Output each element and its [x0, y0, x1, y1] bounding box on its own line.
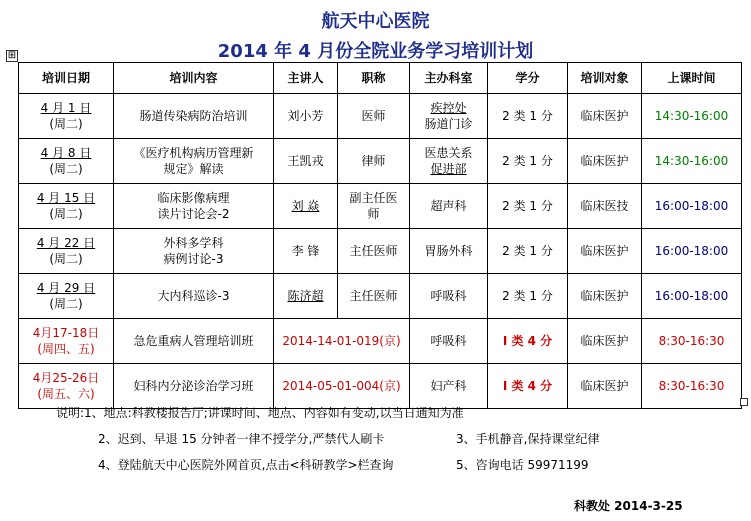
dept-cell: 胃肠外科 [410, 229, 488, 274]
date-cell [19, 94, 114, 139]
content-line: 外科多学科 [163, 236, 224, 250]
date-line: 4月25-26日 [32, 371, 100, 385]
content-cell [114, 139, 274, 184]
content-line: 肠道传染病防治培训 [139, 109, 248, 123]
content-cell [114, 229, 274, 274]
dept-cell [410, 139, 488, 184]
content-cell [114, 184, 274, 229]
date-cell [19, 184, 114, 229]
footer-signature: 科教处 2014-3-25 [574, 499, 683, 513]
title-line: 副主任医 [349, 191, 398, 205]
dept-line: 肠道门诊 [424, 117, 473, 131]
table-row [19, 94, 742, 139]
date-line: 4月17-18日 [32, 326, 100, 340]
speaker-cell [274, 184, 338, 229]
date-line: 4 月 15 日 [36, 191, 96, 205]
date-cell [19, 364, 114, 409]
note-line-3b: 5、咨询电话 59971199 [456, 458, 589, 472]
weekday-line: (周四、五) [37, 342, 95, 356]
speaker-cell: 李 锋 [274, 229, 338, 274]
column-header: 培训内容 [114, 63, 274, 94]
date-cell [19, 229, 114, 274]
schedule-table [18, 62, 742, 409]
title-cell: 医师 [338, 94, 410, 139]
content-cell: 急危重病人管理培训班 [114, 319, 274, 364]
audience-cell: 临床医技 [568, 184, 642, 229]
dept-cell: 超声科 [410, 184, 488, 229]
audience-cell: 临床医护 [568, 274, 642, 319]
date-line: 4 月 1 日 [40, 101, 92, 115]
credit-cell: 2 类 1 分 [488, 274, 568, 319]
table-header-row [19, 63, 742, 94]
audience-cell: 临床医护 [568, 229, 642, 274]
audience-cell: 临床医护 [568, 319, 642, 364]
content-line: 《医疗机构病历管理新 [133, 146, 254, 160]
title-line: 师 [367, 207, 380, 221]
time-cell: 8:30-16:30 [642, 364, 742, 409]
table-row [19, 229, 742, 274]
date-cell [19, 319, 114, 364]
credit-cell: 2 类 1 分 [488, 184, 568, 229]
speaker-cell [274, 274, 338, 319]
audience-cell: 临床医护 [568, 139, 642, 184]
dept-line: 疾控处 [430, 101, 467, 115]
note-line-2: 2、迟到、早退 15 分钟者一律不授学分,严禁代人刷卡 [98, 432, 385, 446]
title-cell: 主任医师 [338, 274, 410, 319]
note-line-2b: 3、手机静音,保持课堂纪律 [456, 432, 600, 446]
dept-cell: 妇产科 [410, 364, 488, 409]
credit-cell: I 类 4 分 [488, 319, 568, 364]
weekday-line: (周二) [49, 117, 83, 131]
date-line: 4 月 22 日 [36, 236, 96, 250]
table-row [19, 184, 742, 229]
column-header: 上课时间 [642, 63, 742, 94]
weekday-line: (周五、六) [37, 387, 95, 401]
title-cell [338, 184, 410, 229]
credit-cell: I 类 4 分 [488, 364, 568, 409]
column-header: 培训日期 [19, 63, 114, 94]
table-resize-handle[interactable] [740, 398, 748, 406]
time-cell: 16:00-18:00 [642, 274, 742, 319]
content-cell: 大内科巡诊-3 [114, 274, 274, 319]
time-cell: 16:00-18:00 [642, 184, 742, 229]
content-line: 临床影像病理 [157, 191, 230, 205]
audience-cell: 临床医护 [568, 364, 642, 409]
time-cell: 16:00-18:00 [642, 229, 742, 274]
column-header: 学分 [488, 63, 568, 94]
column-header: 主办科室 [410, 63, 488, 94]
weekday-line: (周二) [49, 162, 83, 176]
time-cell: 8:30-16:30 [642, 319, 742, 364]
course-code-cell: 2014-05-01-004(京) [274, 364, 410, 409]
dept-cell [410, 94, 488, 139]
title-cell: 主任医师 [338, 229, 410, 274]
date-line: 4 月 29 日 [36, 281, 96, 295]
speaker-cell: 王凯戎 [274, 139, 338, 184]
speaker-name: 刘 焱 [291, 199, 320, 213]
dept-line: 医患关系 [424, 146, 473, 160]
content-cell [114, 94, 274, 139]
weekday-line: (周二) [49, 207, 83, 221]
weekday-line: (周二) [49, 252, 83, 266]
column-header: 培训对象 [568, 63, 642, 94]
content-line: 读片讨论会-2 [157, 207, 230, 221]
audience-cell: 临床医护 [568, 94, 642, 139]
content-cell: 妇科内分泌诊治学习班 [114, 364, 274, 409]
date-cell [19, 274, 114, 319]
table-row [19, 364, 742, 409]
title-cell: 律师 [338, 139, 410, 184]
course-code-cell: 2014-14-01-019(京) [274, 319, 410, 364]
table-move-handle-icon[interactable]: ⊞ [7, 50, 17, 61]
weekday-line: (周二) [49, 297, 83, 311]
table-row [19, 319, 742, 364]
time-cell: 14:30-16:00 [642, 94, 742, 139]
note-line-3: 4、登陆航天中心医院外网首页,点击<科研教学>栏查询 [98, 458, 394, 472]
content-line: 病例讨论-3 [163, 252, 224, 266]
date-line: 4 月 8 日 [40, 146, 92, 160]
note-line-1: 说明:1、地点:科教楼报告厅;讲课时间、地点、内容如有变动,以当日通知为准 [56, 406, 464, 420]
credit-cell: 2 类 1 分 [488, 229, 568, 274]
date-cell [19, 139, 114, 184]
dept-cell: 呼吸科 [410, 274, 488, 319]
credit-cell: 2 类 1 分 [488, 139, 568, 184]
dept-cell: 呼吸科 [410, 319, 488, 364]
speaker-cell: 刘小芳 [274, 94, 338, 139]
content-line: 规定》解读 [163, 162, 224, 176]
credit-cell: 2 类 1 分 [488, 94, 568, 139]
dept-line: 促进部 [430, 162, 467, 176]
column-header: 职称 [338, 63, 410, 94]
page-title: 航天中心医院 [321, 11, 430, 32]
table-row [19, 274, 742, 319]
column-header: 主讲人 [274, 63, 338, 94]
page-subtitle: 2014 年 4 月份全院业务学习培训计划 [217, 41, 534, 62]
speaker-name: 陈济超 [287, 289, 324, 303]
table-row [19, 139, 742, 184]
time-cell: 14:30-16:00 [642, 139, 742, 184]
